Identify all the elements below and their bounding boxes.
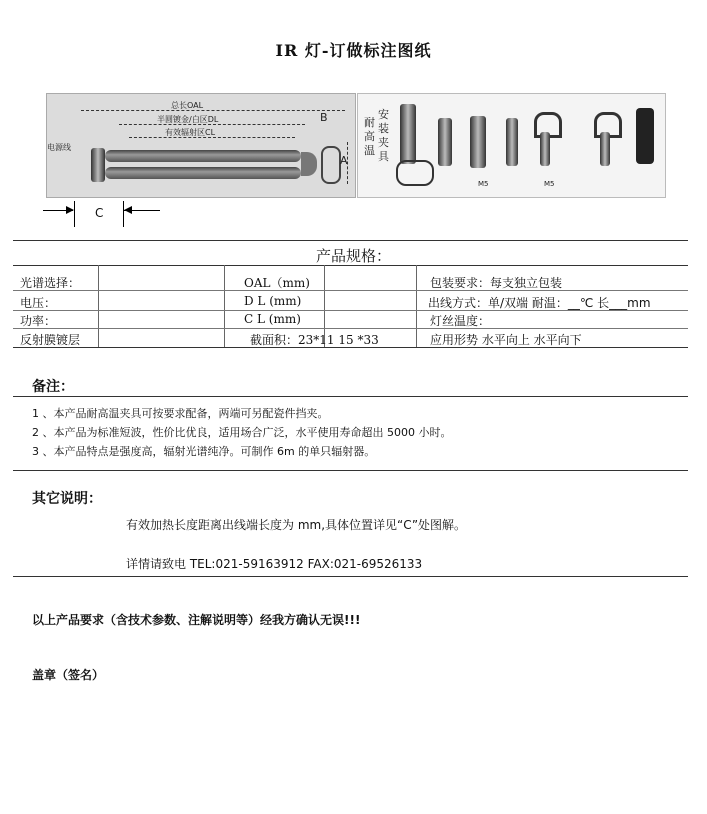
other-line: 有效加热长度距离出线端长度为 mm,具体位置详见“C”处图解。 <box>126 518 467 532</box>
spec-cell-label: 出线方式：单/双端 耐温：__℃ 长___mm <box>428 296 651 310</box>
spec-cell-label: 应用形势 水平向上 水平向下 <box>430 333 582 347</box>
spec-top-rule <box>13 240 688 241</box>
confirmation-statement: 以上产品要求（含技术参数、注解说明等）经我方确认无误!!! <box>32 613 361 627</box>
spec-heading: 产品规格： <box>315 247 391 265</box>
clip-photo-1 <box>400 104 416 164</box>
clip-caption-char: 安 <box>378 108 389 121</box>
spec-cell-label: D L (mm) <box>244 294 302 308</box>
oal-dimension-line <box>81 110 345 111</box>
dl-label: 半圆镀金/白区DL <box>157 115 219 124</box>
clip-photo-2 <box>438 118 452 166</box>
clip-caption-char: 耐 <box>364 116 375 129</box>
clip-fixture-drawing <box>357 93 666 198</box>
contact-line: 详情请致电 TEL:021-59163912 FAX:021-69526133 <box>126 557 423 571</box>
notes-top-rule <box>13 396 688 397</box>
spec-col-divider <box>98 265 99 347</box>
c-dimension-label: C <box>95 206 104 220</box>
clip-photo-4 <box>506 118 518 166</box>
spec-row-rule <box>13 290 688 291</box>
spec-cell-label: 功率： <box>20 314 57 328</box>
oal-label: 总长OAL <box>171 101 204 110</box>
lamp-end-cap <box>301 152 317 176</box>
lamp-tube-upper <box>105 150 301 162</box>
spec-cell-label: C L (mm) <box>244 312 301 326</box>
arrow-right-icon <box>66 206 74 214</box>
clip-photo-5 <box>540 132 550 166</box>
spec-col-divider <box>224 265 225 347</box>
note-item: 1 、本产品耐高温夹具可按要求配备，两端可另配瓷件挡夹。 <box>32 407 329 420</box>
spec-cell-label: 光谱选择： <box>20 276 81 290</box>
spec-row-rule <box>13 328 688 329</box>
cross-section-icon <box>321 146 341 184</box>
notes-heading: 备注： <box>32 379 74 395</box>
page-title: IR 灯-订做标注图纸 <box>275 41 432 60</box>
spec-cell-label: 包装要求：每支独立包装 <box>430 276 563 290</box>
note-item: 3 、本产品特点是强度高，辐射光谱纯净。可制作 6m 的单只辐射器。 <box>32 445 376 458</box>
clip-photo-7 <box>636 108 654 164</box>
c-dim-right-tick <box>123 201 124 227</box>
dim-a-label: A <box>340 154 348 167</box>
clip-caption-col2 <box>378 108 390 164</box>
dl-dimension-line <box>119 124 305 125</box>
other-heading: 其它说明： <box>32 491 102 507</box>
clip-caption-char: 温 <box>364 144 375 157</box>
dim-b-label: B <box>320 111 328 124</box>
power-line-label: 电源线 <box>47 143 71 152</box>
cl-label: 有效辐射区CL <box>165 128 216 137</box>
clip-ring-1 <box>396 160 434 186</box>
spec-cell-label: 灯丝温度： <box>430 314 491 328</box>
other-bottom-rule <box>13 576 688 577</box>
cl-dimension-line <box>129 137 295 138</box>
clip-caption-col1 <box>364 116 376 158</box>
lamp-dimension-drawing <box>46 93 356 198</box>
spec-col-divider <box>416 265 417 347</box>
c-dim-left-tick <box>74 201 75 227</box>
clip-caption-char: 装 <box>378 122 389 135</box>
stamp-signature-label: 盖章（签名） <box>32 668 105 682</box>
lamp-tube-lower <box>105 167 301 179</box>
clip-caption-char: 高 <box>364 130 375 143</box>
arrow-left-icon <box>124 206 132 214</box>
notes-bottom-rule <box>13 470 688 471</box>
clip-caption-char: 夹 <box>378 136 389 149</box>
spec-header-rule <box>13 265 688 266</box>
spec-cell-label: OAL（mm) <box>244 276 310 290</box>
m5-label: M5 <box>478 180 489 188</box>
clip-caption-char: 具 <box>378 150 389 163</box>
spec-cell-label: 反射膜镀层 <box>20 333 81 347</box>
spec-cell-label: 截面积：23*11 15 *33 <box>250 333 379 347</box>
m5-label: M5 <box>544 180 555 188</box>
end-clip-left <box>91 148 105 182</box>
spec-cell-label: 电压： <box>20 296 57 310</box>
clip-photo-6 <box>600 132 610 166</box>
clip-photo-3 <box>470 116 486 168</box>
note-item: 2 、本产品为标准短波，性价比优良，适用场合广泛，水平使用寿命超出 5000 小时。 <box>32 426 452 439</box>
